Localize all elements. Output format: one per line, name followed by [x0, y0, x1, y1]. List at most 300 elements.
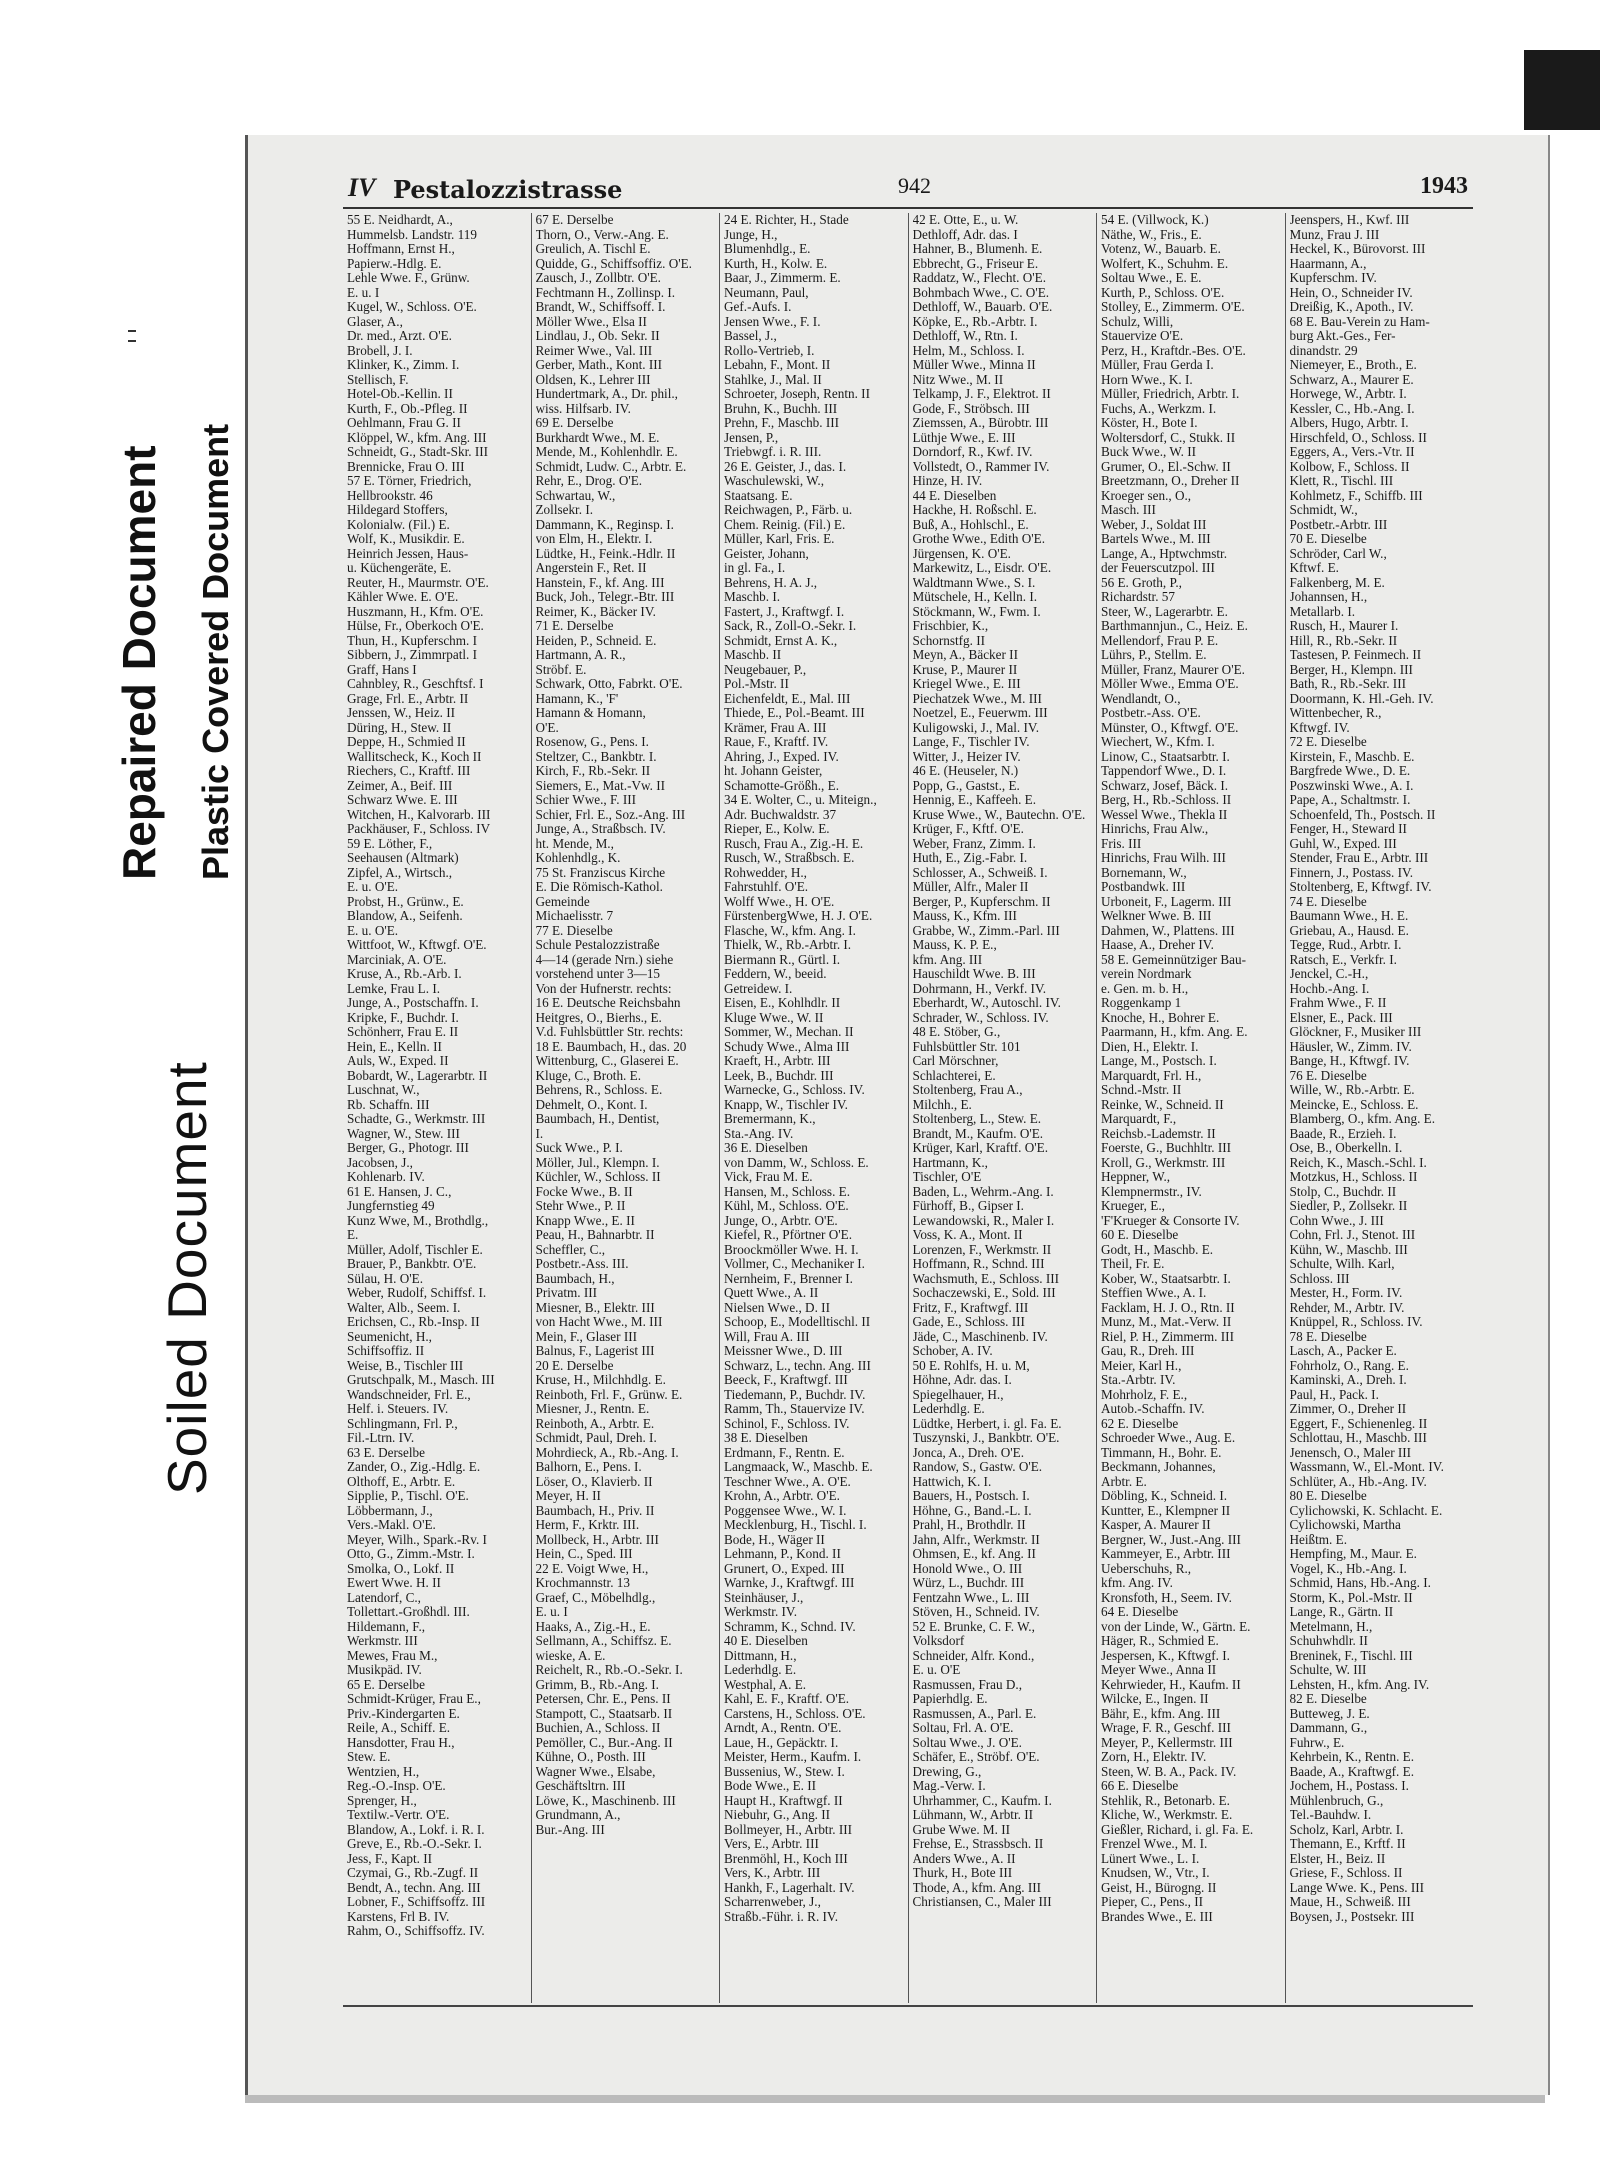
directory-column	[909, 213, 1098, 2003]
page-title: Pestalozzistrasse	[393, 175, 623, 204]
directory-entry: Ziemssen, A., Bürobtr. III	[912, 416, 1049, 430]
directory-entry: Sibbern, J., Zimmrpatl. I	[347, 648, 478, 662]
directory-entry: Stew. E.	[347, 1750, 391, 1764]
directory-entry: Vick, Frau M. E.	[724, 1170, 813, 1184]
directory-entry: Reinke, W., Schneid. II	[1101, 1097, 1224, 1112]
directory-entry: Döbling, K., Schneid. I.	[1101, 1489, 1228, 1503]
directory-entry: Themann, E., Krftf. II	[1289, 1837, 1406, 1851]
directory-entry: Oehlmann, Frau G. II	[347, 416, 461, 430]
directory-entry: Ewert Wwe. H. II	[347, 1576, 441, 1590]
directory-entry: Hundertmark, A., Dr. phil.,	[535, 387, 678, 401]
directory-entry: Haaks, A., Zig.-H., E.	[535, 1619, 651, 1634]
directory-entry: 69 E. Derselbe	[535, 416, 614, 430]
directory-entry: Weber, J., Soldat III	[1101, 517, 1207, 532]
directory-entry: V.d. Fuhlsbüttler Str. rechts:	[535, 1025, 684, 1039]
directory-page	[245, 135, 1548, 2095]
directory-entry: Kehrwieder, H., Kaufm. II	[1101, 1677, 1241, 1692]
directory-entry: Schroeter, Joseph, Rentn. II	[724, 387, 870, 401]
directory-entry: von Damm, W., Schloss. E.	[724, 1155, 869, 1170]
directory-entry: Hansdotter, Frau H.,	[347, 1735, 455, 1750]
directory-entry: Stender, Frau E., Arbtr. III	[1289, 851, 1429, 865]
directory-entry: Rieper, E., Kolw. E.	[724, 822, 830, 836]
directory-entry: Buck Wwe., W. II	[1101, 445, 1196, 459]
directory-entry: Grunert, O., Exped. III	[724, 1561, 845, 1576]
directory-entry: Lehle Wwe. F., Grünw.	[347, 271, 470, 285]
directory-entry: 38 E. Dieselben	[724, 1431, 808, 1445]
directory-entry: Probst, H., Grünw., E.	[347, 894, 464, 909]
directory-entry: Kurth, P., Schloss. O'E.	[1101, 285, 1225, 300]
directory-entry: Fris. III	[1101, 836, 1142, 851]
directory-entry: Carstens, H., Schloss. O'E.	[724, 1706, 866, 1721]
directory-entry: Deppe, H., Schmied II	[347, 735, 466, 749]
directory-entry: Papierhdlg. E.	[912, 1692, 988, 1706]
directory-entry: Bremermann, K.,	[724, 1112, 816, 1126]
directory-entry: Gerber, Math., Kont. III	[535, 358, 663, 372]
directory-entry: Tappendorf Wwe., D. I.	[1101, 764, 1227, 778]
directory-entry: Bode, H., Wäger II	[724, 1532, 825, 1547]
directory-entry: Chem. Reinig. (Fil.) E.	[724, 517, 846, 532]
directory-entry: Schönherr, Frau E. II	[347, 1025, 459, 1039]
directory-entry: verein Nordmark	[1101, 967, 1192, 981]
directory-entry: Junge, O., Arbtr. O'E.	[724, 1213, 838, 1228]
directory-entry: Privatm. III	[535, 1286, 598, 1300]
directory-entry: Wagner Wwe., Elsabe,	[535, 1764, 656, 1779]
directory-entry: Lehmann, P., Kond. II	[724, 1547, 841, 1561]
directory-entry: Berg, H., Rb.-Schloss. II	[1101, 793, 1232, 807]
directory-entry: Marciniak, A. O'E.	[347, 952, 447, 967]
directory-entry: Langmaack, W., Maschb. E.	[724, 1460, 873, 1474]
directory-entry: Thurk, H., Bote III	[912, 1866, 1013, 1880]
directory-entry: Laue, H., Gepäcktr. I.	[724, 1735, 839, 1750]
directory-entry: Dehmelt, O., Kont. I.	[535, 1097, 648, 1112]
directory-entry: Meyer Wwe., Anna II	[1101, 1663, 1217, 1677]
directory-entry: Nitz Wwe., M. II	[912, 372, 1004, 387]
directory-entry: Kolbow, F., Schloss. II	[1289, 459, 1410, 474]
directory-entry: Müller, Franz, Maurer O'E.	[1101, 662, 1245, 677]
directory-entry: Blandow, A., Lokf. i. R. I.	[347, 1822, 485, 1837]
directory-entry: Will, Frau A. III	[724, 1329, 810, 1344]
directory-entry: O'E.	[535, 720, 559, 735]
directory-entry: Zipfel, A., Wirtsch.,	[347, 865, 453, 880]
directory-entry: ht. Johann Geister,	[724, 764, 823, 778]
directory-entry: Vogel, K., Hb.-Ang. I.	[1289, 1561, 1407, 1576]
directory-entry: Jacobsen, J.,	[347, 1155, 413, 1170]
directory-entry: Stöckmann, W., Fwm. I.	[912, 604, 1041, 619]
directory-entry: Blamberg, O., kfm. Ang. E.	[1289, 1112, 1436, 1126]
directory-entry: 55 E. Neidhardt, A.,	[347, 213, 453, 227]
directory-entry: Oldsen, K., Lehrer III	[535, 372, 651, 387]
directory-entry: Hill, R., Rb.-Sekr. II	[1289, 633, 1398, 648]
directory-entry: Hartmann, A. R.,	[535, 648, 626, 662]
directory-entry: Stolley, E., Zimmerm. O'E.	[1101, 300, 1245, 314]
directory-entry: Baumbach, H.,	[535, 1271, 615, 1286]
directory-entry: Bruhn, K., Buchh. III	[724, 401, 838, 416]
directory-entry: Bargfrede Wwe., D. E.	[1289, 764, 1411, 778]
directory-entry: Feddern, W., beeid.	[724, 967, 827, 981]
directory-entry: Pemöller, C., Bur.-Ang. II	[535, 1735, 673, 1750]
directory-entry: Kohlenhdlg., K.	[535, 851, 621, 865]
directory-entry: Höhne, Adr. das. I.	[912, 1373, 1012, 1387]
directory-entry: Raddatz, W., Flecht. O'E.	[912, 271, 1046, 285]
directory-entry: Krüger, Karl, Kraftf. O'E.	[912, 1141, 1048, 1155]
directory-entry: Jespersen, K., Kftwgf. I.	[1101, 1648, 1230, 1663]
directory-entry: Wessel Wwe., Thekla II	[1101, 807, 1228, 822]
directory-entry: Helf. i. Steuers. IV.	[347, 1402, 449, 1416]
divider	[128, 330, 136, 332]
directory-entry: Dethloff, W., Bauarb. O'E.	[912, 300, 1053, 314]
directory-entry: Schudy Wwe., Alma III	[724, 1039, 850, 1054]
directory-entry: Anders Wwe., A. II	[912, 1851, 1016, 1866]
directory-entry: Baumbach, H., Priv. II	[535, 1503, 655, 1518]
directory-entry: von der Linde, W., Gärtn. E.	[1101, 1619, 1251, 1634]
directory-entry: Fuchs, A., Werkzm. I.	[1101, 401, 1217, 416]
directory-entry: Roggenkamp 1	[1101, 996, 1182, 1010]
directory-entry: Lasch, A., Packer E.	[1289, 1344, 1397, 1358]
directory-entry: Leek, B., Buchdr. III	[724, 1068, 834, 1083]
directory-entry: 50 E. Rohlfs, H. u. M,	[912, 1358, 1030, 1373]
directory-entry: Wille, W., Rb.-Arbtr. E.	[1289, 1083, 1415, 1097]
directory-entry: Schier Wwe., F. III	[535, 793, 637, 807]
directory-entry: Mohrdieck, A., Rb.-Ang. I.	[535, 1445, 679, 1460]
directory-entry: Mewes, Frau M.,	[347, 1648, 438, 1663]
directory-entry: u. Küchengeräte, E.	[347, 561, 452, 575]
directory-entry: Dorndorf, R., Kwf. IV.	[912, 445, 1033, 459]
directory-entry: Schamotte-Größh., E.	[724, 778, 839, 793]
directory-entry: Munz, Frau J. III	[1289, 227, 1380, 242]
directory-entry: Kühl, M., Schloss. O'E.	[724, 1199, 849, 1213]
directory-entry: Hein, E., Kelln. II	[347, 1039, 442, 1054]
directory-entry: Stolp, C., Buchdr. II	[1289, 1184, 1397, 1199]
directory-entry: 34 E. Wolter, C., u. Miteign.,	[724, 793, 877, 807]
directory-entry: Voss, K. A., Mont. II	[912, 1228, 1023, 1242]
directory-entry: E. u. I	[347, 285, 380, 300]
directory-entry: Baumann Wwe., H. E.	[1289, 909, 1409, 923]
directory-entry: Gießler, Richard, i. gl. Fa. E.	[1101, 1822, 1254, 1837]
directory-entry: Grundmann, A.,	[535, 1808, 621, 1822]
directory-entry: Miesner, J., Rentn. E.	[535, 1402, 650, 1416]
directory-entry: Lüthje Wwe., E. III	[912, 430, 1016, 445]
directory-entry: Markewitz, L., Eisdr. O'E.	[912, 561, 1052, 575]
directory-entry: Grumer, O., El.-Schw. II	[1101, 459, 1231, 474]
directory-entry: Frehse, E., Strassbsch. II	[912, 1837, 1044, 1851]
directory-entry: Theil, Fr. E.	[1101, 1257, 1165, 1271]
directory-entry: Sack, R., Zoll-O.-Sekr. I.	[724, 619, 857, 633]
directory-entry: Jenckel, C.-H.,	[1289, 967, 1369, 981]
directory-entry: Haarmann, A.,	[1289, 256, 1367, 271]
directory-entry: Haupt H., Kraftwgf. II	[724, 1793, 843, 1808]
directory-entry: Autob.-Schaffn. IV.	[1101, 1402, 1205, 1416]
directory-entry: Piechatzek Wwe., M. III	[912, 691, 1042, 706]
directory-entry: Bussenius, W., Stew. I.	[724, 1764, 845, 1779]
directory-entry: Vers, K., Arbtr. III	[724, 1866, 821, 1880]
directory-entry: Metelmann, H.,	[1289, 1619, 1373, 1634]
side-label-panel	[0, 0, 240, 2177]
directory-entry: Sta.-Arbtr. IV.	[1101, 1373, 1176, 1387]
directory-entry: Miesner, B., Elektr. III	[535, 1300, 655, 1315]
directory-entry: Wallitscheck, K., Koch II	[347, 749, 482, 764]
directory-entry: Heiden, P., Schneid. E.	[535, 633, 657, 648]
directory-entry: Meier, Karl H.,	[1101, 1358, 1182, 1373]
directory-entry: Kroeger sen., O.,	[1101, 488, 1192, 503]
directory-entry: Sipplie, P., Tischl. O'E.	[347, 1489, 469, 1503]
directory-entry: Fechtmann H., Zollinsp. I.	[535, 285, 676, 300]
directory-entry: Beckmann, Johannes,	[1101, 1460, 1216, 1474]
directory-entry: 61 E. Hansen, J. C.,	[347, 1184, 452, 1199]
directory-entry: Müller Wwe., Minna II	[912, 358, 1036, 372]
directory-entry: Balnus, F., Lagerist III	[535, 1344, 655, 1358]
directory-entry: Staatsang. E.	[724, 488, 793, 503]
directory-entry: Falkenberg, M. E.	[1289, 575, 1385, 590]
directory-entry: Schroeder Wwe., Aug. E.	[1101, 1431, 1236, 1445]
directory-entry: Metallarb. I.	[1289, 604, 1356, 619]
directory-entry: 54 E. (Villwock, K.)	[1101, 213, 1209, 227]
directory-entry: Grutschpalk, M., Masch. III	[347, 1373, 495, 1387]
directory-entry: Schulz, Willi,	[1101, 314, 1174, 329]
directory-entry: Hoffmann, R., Schnd. III	[912, 1257, 1045, 1271]
directory-entry: Kober, W., Staatsarbtr. I.	[1101, 1271, 1231, 1286]
directory-entry: Rehr, E., Drog. O'E.	[535, 474, 643, 488]
directory-entry: Lewandowski, R., Maler I.	[912, 1213, 1055, 1228]
directory-entry: Schoop, E., Modelltischl. II	[724, 1315, 871, 1329]
directory-entry: Arndt, A., Rentn. O'E.	[724, 1721, 842, 1735]
directory-entry: 52 E. Brunke, C. F. W.,	[912, 1619, 1035, 1634]
directory-entry: Köpke, E., Rb.-Arbtr. I.	[912, 314, 1038, 329]
directory-entry: Blandow, A., Seifenh.	[347, 909, 463, 923]
directory-entry: Quett Wwe., A. II	[724, 1286, 819, 1300]
directory-entry: Kammeyer, E., Arbtr. III	[1101, 1547, 1231, 1561]
directory-entry: Bur.-Ang. III	[535, 1822, 605, 1837]
directory-entry: Riel, P. H., Zimmerm. III	[1101, 1329, 1234, 1344]
directory-entry: Küchler, W., Schloss. II	[535, 1170, 661, 1184]
directory-entry: Cylichowski, K. Schlacht. E.	[1289, 1503, 1443, 1518]
directory-entry: Köster, H., Bote I.	[1101, 416, 1198, 430]
directory-entry: Lindlau, J., Ob. Sekr. II	[535, 329, 660, 343]
directory-entry: Marquardt, Frl. H.,	[1101, 1068, 1202, 1083]
directory-entry: Reichwagen, P., Färb. u.	[724, 503, 853, 517]
directory-entry: 76 E. Dieselbe	[1289, 1068, 1367, 1083]
directory-entry: Bohmbach Wwe., C. O'E.	[912, 285, 1050, 300]
directory-entry: Mohrholz, F. E.,	[1101, 1387, 1188, 1402]
directory-entry: Straßb.-Führ. i. R. IV.	[724, 1909, 839, 1924]
directory-entry: Meister, Herm., Kaufm. I.	[724, 1750, 862, 1764]
directory-entry: Löser, O., Klavierb. II	[535, 1474, 653, 1489]
directory-entry: Postbetr.-Ass. O'E.	[1101, 706, 1201, 720]
directory-entry: Dethloff, W., Rtn. I.	[912, 329, 1018, 343]
directory-entry: Baade, A., Kraftwgf. E.	[1289, 1764, 1415, 1779]
directory-entry: Elster, H., Beiz. II	[1289, 1851, 1386, 1866]
directory-entry: Hamann & Homann,	[535, 706, 646, 720]
directory-entry: Stoltenberg, L., Stew. E.	[912, 1112, 1042, 1126]
directory-entry: Knüppel, R., Schloss. IV.	[1289, 1315, 1423, 1329]
directory-entry: Steen, W. B. A., Pack. IV.	[1101, 1764, 1237, 1779]
directory-entry: Lange, A., Hptwchmstr.	[1101, 546, 1227, 561]
directory-entry: Johannsen, H.,	[1289, 590, 1368, 604]
directory-entry: Rehder, M., Arbtr. IV.	[1289, 1300, 1405, 1315]
directory-entry: Volksdorf	[912, 1634, 965, 1648]
directory-entry: Wrage, F. R., Geschf. III	[1101, 1721, 1231, 1735]
directory-entry: Dien, H., Elektr. I.	[1101, 1039, 1199, 1054]
directory-entry: Hochb.-Ang. I.	[1289, 981, 1370, 996]
directory-entry: Baden, L., Wehrm.-Ang. I.	[912, 1184, 1054, 1199]
directory-entry: E.	[347, 1228, 359, 1242]
directory-entry: Linow, C., Staatsarbtr. I.	[1101, 749, 1230, 764]
directory-entry: 80 E. Dieselbe	[1289, 1489, 1367, 1503]
directory-entry: Tuszynski, J., Bankbtr. O'E.	[912, 1431, 1060, 1445]
directory-entry: Olthoff, E., Arbtr. E.	[347, 1474, 456, 1489]
directory-entry: Popp, G., Gastst., E.	[912, 778, 1020, 793]
directory-entry: Fahrstuhlf. O'E.	[724, 880, 809, 894]
directory-entry: Priv.-Kindergarten E.	[347, 1706, 460, 1721]
directory-entry: Postbetr.-Ass. III.	[535, 1257, 629, 1271]
directory-entry: Lührs, P., Stellm. E.	[1101, 648, 1207, 662]
directory-entry: 59 E. Löther, F.,	[347, 836, 433, 851]
directory-entry: Lühmann, W., Arbtr. II	[912, 1808, 1034, 1822]
directory-entry: Jensen Wwe., F. I.	[724, 314, 821, 329]
directory-entry: in gl. Fa., I.	[724, 561, 786, 575]
directory-entry: Kühn, W., Maschb. III	[1289, 1242, 1408, 1257]
directory-entry: Kurth, H., Kolw. E.	[724, 256, 828, 271]
directory-entry: Frischbier, K.,	[912, 619, 989, 633]
directory-entry: Hülse, Fr., Oberkoch O'E.	[347, 619, 484, 633]
directory-entry: 64 E. Dieselbe	[1101, 1605, 1179, 1619]
directory-entry: Kiefel, R., Pförtner O'E.	[724, 1228, 852, 1242]
directory-entry: Facklam, H. J. O., Rtn. II	[1101, 1300, 1235, 1315]
directory-entry: 78 E. Dieselbe	[1289, 1329, 1367, 1344]
directory-entry: Maue, H., Schweiß. III	[1289, 1895, 1411, 1909]
directory-entry: Dammann, K., Reginsp. I.	[535, 517, 674, 532]
directory-entry: Kriegel Wwe., E. III	[912, 677, 1021, 691]
directory-entry: Weber, Rudolf, Schiffsf. I.	[347, 1286, 487, 1300]
directory-entry: Fohrholz, O., Rang. E.	[1289, 1358, 1409, 1373]
directory-entry: Dreißig, K., Apoth., IV.	[1289, 300, 1414, 314]
directory-entry: Frahm Wwe., F. II	[1289, 996, 1387, 1010]
directory-entry: Krämer, Frau A. III	[724, 720, 827, 735]
directory-entry: Flasche, W., kfm. Ang. I.	[724, 923, 856, 938]
directory-entry: Glöckner, F., Musiker III	[1289, 1025, 1422, 1039]
directory-entry: Schmid, Hans, Hb.-Ang. I.	[1289, 1576, 1431, 1590]
directory-entry: Kühne, O., Posth. III	[535, 1750, 646, 1764]
directory-entry: Bath, R., Rb.-Sekr. III	[1289, 677, 1406, 691]
repaired-document-label: Repaired Document	[113, 445, 165, 880]
directory-entry: 44 E. Dieselben	[912, 488, 997, 503]
directory-entry: Stahlke, J., Mal. II	[724, 372, 822, 387]
directory-entry: 74 E. Dieselbe	[1289, 894, 1367, 909]
directory-entry: Noetzel, E., Feuerwm. III	[912, 706, 1048, 720]
directory-entry: Gau, R., Dreh. III	[1101, 1344, 1195, 1358]
directory-entry: Uhrhammer, C., Kaufm. I.	[912, 1793, 1052, 1808]
directory-entry: Gade, E., Schloss. III	[912, 1315, 1025, 1329]
directory-entry: Adr. Buchwaldstr. 37	[724, 807, 837, 822]
directory-entry: Hartmann, K.,	[912, 1155, 988, 1170]
directory-entry: Fuhrw., E.	[1289, 1735, 1345, 1750]
directory-column	[1286, 213, 1474, 2003]
directory-entry: Jensen, P.,	[724, 430, 779, 445]
directory-entry: Niebuhr, G., Ang. II	[724, 1808, 831, 1822]
directory-entry: Kehrbein, K., Rentn. E.	[1289, 1750, 1415, 1764]
directory-entry: Heckel, K., Bürovorst. III	[1289, 242, 1426, 256]
directory-entry: Jürgensen, K. O'E.	[912, 546, 1011, 561]
directory-entry: Balhorn, E., Pens. I.	[535, 1460, 642, 1474]
directory-entry: Dethloff, Adr. das. I	[912, 227, 1018, 242]
directory-entry: Brennicke, Frau O. III	[347, 459, 465, 474]
directory-entry: Berger, P., Kupferschm. II	[912, 894, 1051, 909]
directory-entry: Lehsten, H., kfm. Ang. IV.	[1289, 1677, 1430, 1692]
directory-entry: Lange, R., Gärtn. II	[1289, 1605, 1394, 1619]
directory-entry: Griese, F., Schloss. II	[1289, 1866, 1403, 1880]
directory-entry: Bange, H., Kftwgf. IV.	[1289, 1054, 1410, 1068]
directory-entry: Riechers, C., Kraftf. III	[347, 764, 471, 778]
directory-entry: wiss. Hilfsarb. IV.	[535, 401, 631, 416]
directory-entry: Kronsfoth, H., Seem. IV.	[1101, 1590, 1232, 1605]
directory-entry: Bobardt, W., Lagerarbtr. II	[347, 1068, 488, 1083]
directory-entry: Brandes Wwe., E. III	[1101, 1909, 1213, 1924]
directory-entry: Seumenicht, H.,	[347, 1329, 432, 1344]
directory-entry: Mecklenburg, H., Tischl. I.	[724, 1518, 867, 1532]
directory-entry: Kasper, A. Maurer II	[1101, 1518, 1211, 1532]
directory-entry: Schwarz, L., techn. Ang. III	[724, 1358, 871, 1373]
directory-entry: Grabbe, W., Zimm.-Parl. III	[912, 923, 1060, 938]
directory-entry: Helm, M., Schloss. I.	[912, 343, 1025, 358]
directory-entry: Stöven, H., Schneid. IV.	[912, 1605, 1040, 1619]
directory-entry: Finnern, J., Postass. IV.	[1289, 865, 1414, 880]
directory-entry: Blumenhdlg., E.	[724, 242, 811, 256]
directory-entry: Grimm, B., Rb.-Ang. I.	[535, 1677, 659, 1692]
directory-entry: Werkmstr. III	[347, 1634, 418, 1648]
directory-entry: Reinboth, A., Arbtr. E.	[535, 1416, 655, 1431]
directory-entry: Michaelisstr. 7	[535, 909, 614, 923]
directory-entry: Hein, O., Schneider IV.	[1289, 285, 1413, 300]
directory-entry: Knoche, H., Bohrer E.	[1101, 1010, 1220, 1025]
directory-entry: Klempnermstr., IV.	[1101, 1184, 1202, 1199]
directory-entry: Hellbrookstr. 46	[347, 488, 433, 503]
directory-entry: Warnke, J., Kraftwgf. III	[724, 1576, 855, 1590]
directory-entry: Zorn, H., Elektr. IV.	[1101, 1750, 1207, 1764]
directory-entry: Jahn, Alfr., Werkmstr. II	[912, 1532, 1040, 1547]
directory-entry: Schröder, Carl W.,	[1289, 546, 1387, 561]
directory-entry: Rasmussen, A., Parl. E.	[912, 1706, 1037, 1721]
directory-entry: Schwark, Otto, Fabrkt. O'E.	[535, 677, 683, 691]
directory-entry: Rusch, W., Straßbsch. E.	[724, 851, 855, 865]
directory-entry: Luschnat, W.,	[347, 1083, 420, 1097]
directory-entry: Wentzien, H.,	[347, 1764, 420, 1779]
directory-entry: Schmidt, Ernst A. K.,	[724, 633, 838, 648]
directory-entry: Kahl, E. F., Kraftf. O'E.	[724, 1692, 850, 1706]
directory-entry: Näthe, W., Fris., E.	[1101, 227, 1202, 242]
directory-entry: Fenger, H., Steward II	[1289, 822, 1407, 836]
directory-entry: Grage, Frl. E., Arbtr. II	[347, 691, 469, 706]
directory-entry: Scholz, Karl, Arbtr. I.	[1289, 1822, 1404, 1837]
directory-entry: Hummelsb. Landstr. 119	[347, 227, 477, 242]
directory-entry: Paul, H., Pack. I.	[1289, 1387, 1379, 1402]
directory-entry: 70 E. Dieselbe	[1289, 532, 1367, 546]
directory-entry: Smolka, O., Lokf. II	[347, 1561, 455, 1576]
directory-entry: Berger, H., Klempn. III	[1289, 662, 1413, 677]
directory-entry: Schinol, F., Schloss. IV.	[724, 1416, 850, 1431]
directory-entry: Wolff Wwe., H. O'E.	[724, 894, 835, 909]
directory-entry: Münster, O., Kftwgf. O'E.	[1101, 720, 1239, 735]
directory-entry: Von der Hufnerstr. rechts:	[535, 981, 672, 996]
directory-entry: Elsner, E., Pack. III	[1289, 1010, 1393, 1025]
directory-entry: Schloss. III	[1289, 1271, 1350, 1286]
directory-entry: Kuntter, E., Klempner II	[1101, 1503, 1231, 1518]
directory-entry: Würz, L., Buchdr. III	[912, 1576, 1025, 1590]
directory-entry: E. u. I	[535, 1605, 568, 1619]
directory-entry: Schneider, Alfr. Kond.,	[912, 1648, 1035, 1663]
directory-entry: Graef, C., Möbelhdlg.,	[535, 1590, 656, 1605]
directory-entry: Vollmer, C., Mechaniker I.	[724, 1257, 865, 1271]
directory-entry: Lebahn, F., Mont. II	[724, 358, 831, 372]
directory-entry: Suck Wwe., P. I.	[535, 1141, 623, 1155]
